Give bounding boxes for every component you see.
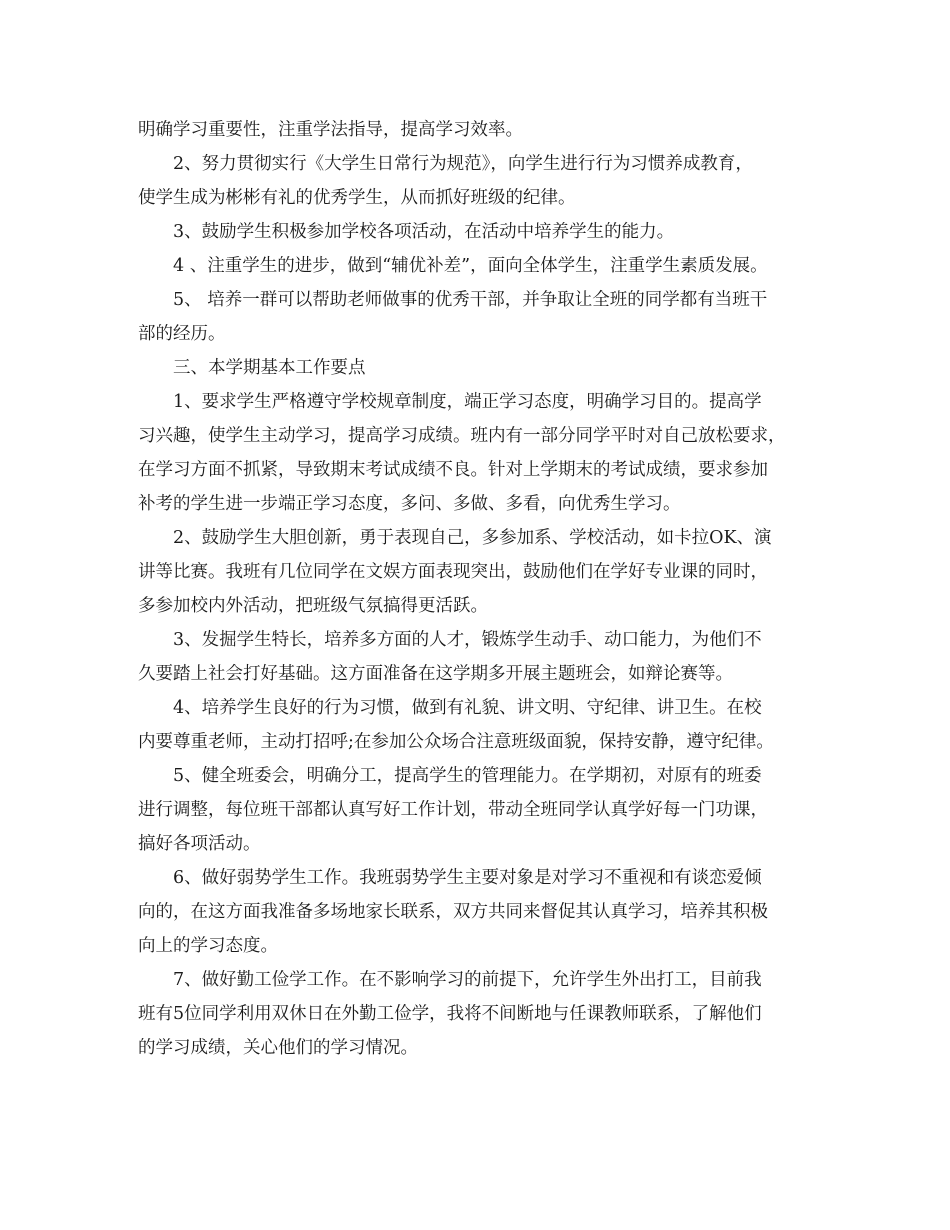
text-line: 习兴趣，使学生主动学习，提高学习成绩。班内有一部分同学平时对自己放松要求， [138,426,786,446]
text-line: 2、努力贯彻实行《大学生日常行为规范》，向学生进行行为习惯养成教育， [173,154,753,174]
text-line: 4、培养学生良好的行为习惯，做到有礼貌、讲文明、守纪律、讲卫生。在校 [173,698,762,718]
text-line: 进行调整，每位班干部都认真写好工作计划，带动全班同学认真学好每一门功课， [138,800,768,820]
text-line: 6、做好弱势学生工作。我班弱势学生主要对象是对学习不重视和有谈恋爱倾 [173,868,762,888]
text-line: 4 、注重学生的进步，做到“辅优补差”，面向全体学生，注重学生素质发展。 [173,256,768,276]
text-line: 7、做好勤工俭学工作。在不影响学习的前提下，允许学生外出打工，目前我 [173,970,762,990]
text-line: 补考的学生进一步端正学习态度，多问、多做、多看，向优秀生学习。 [138,494,681,514]
text-line: 搞好各项活动。 [138,834,261,854]
section-heading: 三、本学期基本工作要点 [173,358,366,378]
text-line: 5、 培养一群可以帮助老师做事的优秀干部，并争取让全班的同学都有当班干 [173,290,768,310]
text-line: 在学习方面不抓紧，导致期末考试成绩不良。针对上学期末的考试成绩，要求参加 [138,460,768,480]
text-line: 向的，在这方面我准备多场地家长联系，双方共同来督促其认真学习，培养其积极 [138,902,768,922]
text-line: 向上的学习态度。 [138,936,278,956]
text-line: 久要踏上社会打好基础。这方面准备在这学期多开展主题班会，如辩论赛等。 [138,664,733,684]
text-line: 5、健全班委会，明确分工，提高学生的管理能力。在学期初，对原有的班委 [173,766,762,786]
text-line: 3、鼓励学生积极参加学校各项活动，在活动中培养学生的能力。 [173,222,675,242]
text-line: 2、鼓励学生大胆创新，勇于表现自己，多参加系、学校活动，如卡拉OK、演 [173,528,772,548]
text-line: 内要尊重老师，主动打招呼;在参加公众场合注意班级面貌，保持安静，遵守纪律。 [138,732,774,752]
document-body [138,113,823,1065]
text-line: 明确学习重要性，注重学法指导，提高学习效率。 [138,120,523,140]
text-line: 使学生成为彬彬有礼的优秀学生，从而抓好班级的纪律。 [138,188,576,208]
text-line: 部的经历。 [138,324,226,344]
text-line: 的学习成绩，关心他们的学习情况。 [138,1038,418,1058]
text-line: 1、要求学生严格遵守学校规章制度，端正学习态度，明确学习目的。提高学 [173,392,762,412]
text-line: 多参加校内外活动，把班级气氛搞得更活跃。 [138,596,488,616]
text-line: 讲等比赛。我班有几位同学在文娱方面表现突出，鼓励他们在学好专业课的同时， [138,562,768,582]
text-line: 班有5位同学利用双休日在外勤工俭学，我将不间断地与任课教师联系，了解他们 [138,1004,762,1024]
text-line: 3、发掘学生特长，培养多方面的人才，锻炼学生动手、动口能力，为他们不 [173,630,762,650]
